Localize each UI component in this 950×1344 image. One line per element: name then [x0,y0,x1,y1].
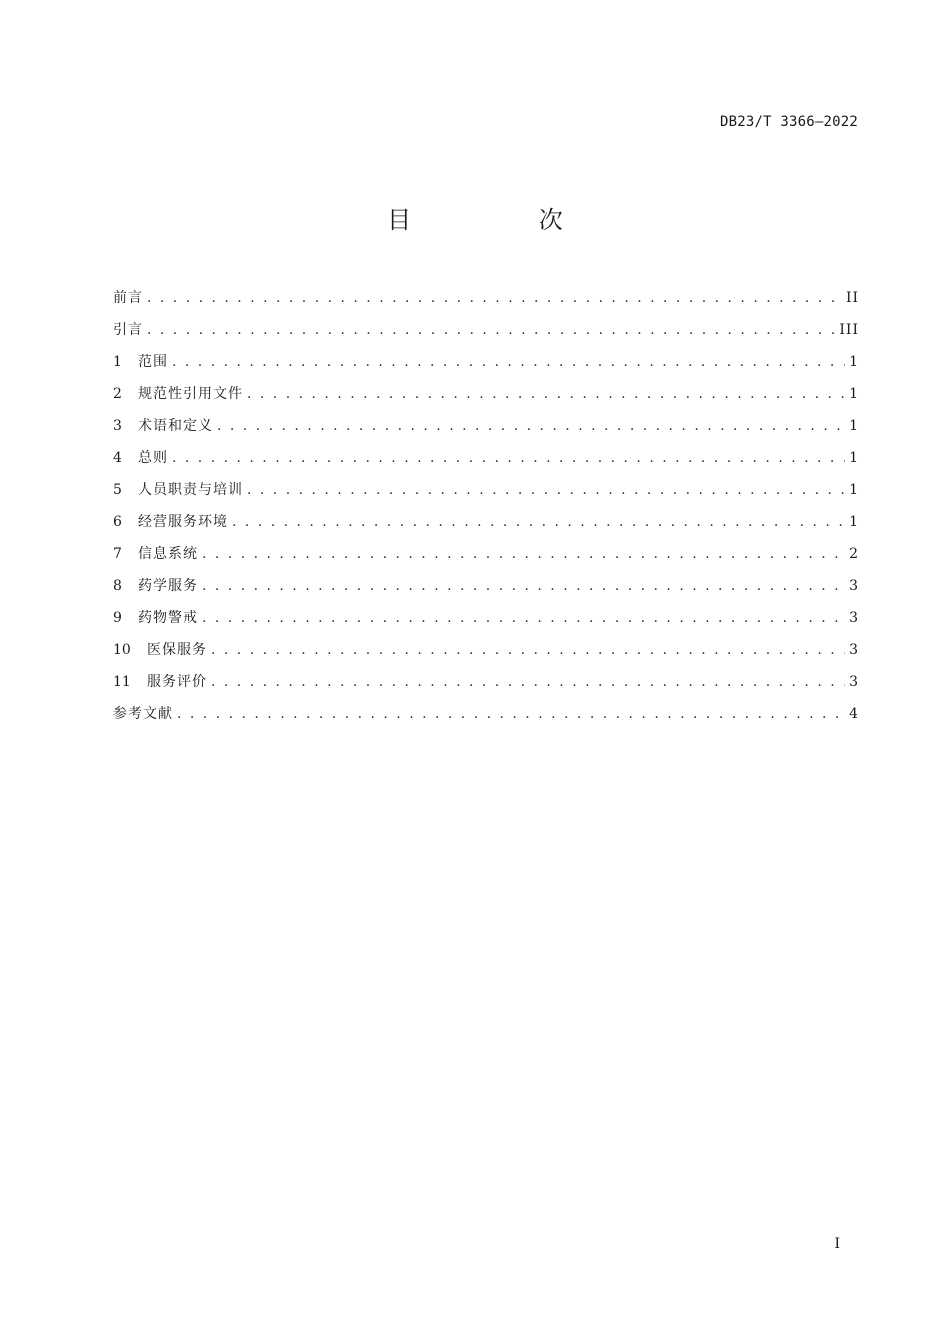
toc-entry-page: 1 [849,386,859,402]
toc-entry-number: 4 [113,450,122,466]
page-number: I [834,1236,840,1252]
toc-entry-page: 3 [849,610,859,626]
toc-dot-leader [232,514,845,530]
toc-entry-label: 药物警戒 [138,610,198,626]
toc-entry-introduction[interactable] [113,319,859,351]
toc-dot-leader [217,418,845,434]
toc-entry-7[interactable] [113,543,859,575]
toc-dot-leader [211,642,845,658]
toc-entry-page: 3 [849,578,859,594]
toc-dot-leader [247,386,845,402]
toc-entry-page: II [845,290,859,306]
table-of-contents [113,287,859,735]
toc-entry-11[interactable] [113,671,859,703]
toc-entry-8[interactable] [113,575,859,607]
toc-entry-page: 4 [849,706,859,722]
toc-entry-page: 3 [849,674,859,690]
toc-dot-leader [177,706,845,722]
toc-entry-label: 医保服务 [147,642,207,658]
page-title: 目 次 [387,206,623,234]
toc-dot-leader [147,290,842,306]
toc-entry-number: 3 [113,418,122,434]
document-code: DB23/T 3366—2022 [719,114,858,130]
toc-entry-label: 前言 [113,290,143,306]
toc-entry-number: 9 [113,610,122,626]
toc-entry-number: 2 [113,386,122,402]
toc-entry-label: 经营服务环境 [138,514,228,530]
toc-dot-leader [211,674,845,690]
toc-entry-5[interactable] [113,479,859,511]
toc-entry-page: 1 [849,354,859,370]
toc-entry-page: 1 [849,418,859,434]
toc-dot-leader [147,322,835,338]
toc-entry-number: 5 [113,482,122,498]
toc-dot-leader [202,610,845,626]
toc-entry-9[interactable] [113,607,859,639]
toc-entry-6[interactable] [113,511,859,543]
toc-entry-references[interactable] [113,703,859,735]
toc-dot-leader [202,578,845,594]
toc-entry-label: 术语和定义 [138,418,213,434]
toc-entry-3[interactable] [113,415,859,447]
toc-entry-label: 服务评价 [147,674,207,690]
toc-entry-page: 1 [849,482,859,498]
toc-entry-number: 6 [113,514,122,530]
toc-entry-page: 3 [849,642,859,658]
toc-dot-leader [202,546,845,562]
toc-entry-1[interactable] [113,351,859,383]
toc-dot-leader [172,450,845,466]
toc-entry-page: 2 [849,546,859,562]
toc-entry-label: 参考文献 [113,706,173,722]
toc-entry-number: 8 [113,578,122,594]
toc-entry-page: 1 [849,450,859,466]
toc-entry-label: 信息系统 [138,546,198,562]
toc-entry-number: 1 [113,354,122,370]
toc-dot-leader [172,354,845,370]
toc-dot-leader [247,482,845,498]
toc-entry-label: 引言 [113,322,143,338]
toc-entry-4[interactable] [113,447,859,479]
toc-entry-label: 人员职责与培训 [138,482,243,498]
toc-entry-10[interactable] [113,639,859,671]
toc-entry-label: 药学服务 [138,578,198,594]
toc-entry-page: III [839,322,859,338]
toc-entry-label: 总则 [138,450,168,466]
toc-entry-number: 10 [113,642,131,658]
toc-entry-2[interactable] [113,383,859,415]
toc-entry-foreword[interactable] [113,287,859,319]
toc-entry-page: 1 [849,514,859,530]
toc-entry-label: 范围 [138,354,168,370]
toc-entry-number: 7 [113,546,122,562]
toc-entry-number: 11 [113,674,131,690]
toc-entry-label: 规范性引用文件 [138,386,243,402]
